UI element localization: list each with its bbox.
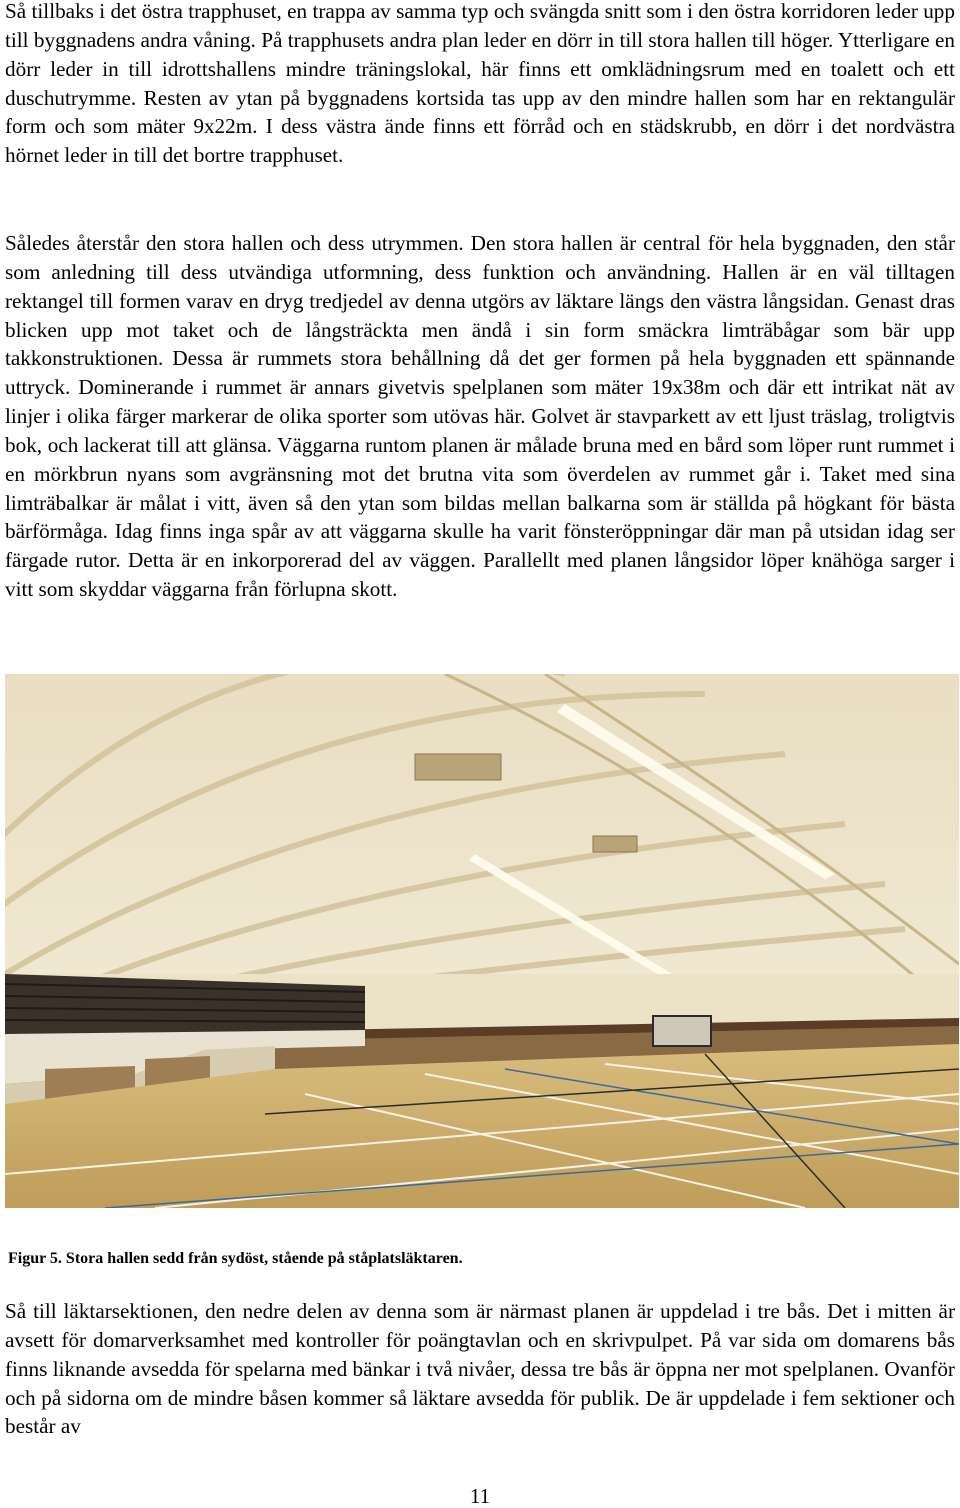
paragraph-stairwell: Så tillbaks i det östra trapphuset, en trappa av samma typ och svängda snitt som i den östra korridoren leder upp till byggnadens andra våning. På trapphusets andra plan leder en dörr in till stora hallen till höger. Ytterligare en dörr leder in till idrottshallens mindre träningslokal, här finns ett omklädningsrum med en toalett och ett duschutrymme. Resten av ytan på byggnadens kortsida tas upp av den mindre hallen som har en rektangulär form och som mäter 9x22m. I dess västra ände finns ett förråd och en städskrubb, en dörr i det nordvästra hörnet leder in till det bortre trapphuset. [5, 0, 955, 168]
figure-caption: Figur 5. Stora hallen sedd från sydöst, stående på ståplatsläktaren. [8, 1250, 463, 1267]
paragraph-main-hall: Således återstår den stora hallen och dess utrymmen. Den stora hallen är central för hela byggnaden, den står som anledning till dess utvändiga utformning, dess funktion och användning. Hallen är en väl tilltagen rektangel till formen varav en dryg tredjedel av denna utgörs av läktare längs den västra långsidan. Genast dras blicken upp mot taket och de långsträckta men ändå i sin form smäckra limträbågar som bär upp takkonstruktionen. Dessa är rummets stora behållning då det ger formen på hela byggnaden ett spännande uttryck. Dominerande i rummet är annars givetvis spelplanen som mäter 19x38m och där ett intrikat nät av linjer i olika färger markerar de olika sporter som utövas här. Golvet är stavparkett av ett ljust träslag, troligtvis bok, och lackerat till att glänsa. Väggarna runtom planen är målade bruna med en bård som löper runt rummet i en mörkbrun nyans som avgränsning mot det brutna vita som överdelen av rummet går i. Taket med sina limträbalkar är målat i vitt, även så den ytan som bildas mellan balkarna som är ställda på högkant för bästa bärförmåga. Idag finns inga spår av att väggarna skulle ha varit fönsteröppningar där man på utsidan idag ser färgade rutor. Detta är en inkorporerad del av väggen. Parallellt med planen långsidor löper knähöga sarger i vitt som skyddar väggarna från förlupna skott. [5, 231, 955, 602]
paragraph-stands: Så till läktarsektionen, den nedre delen av denna som är närmast planen är uppdelad i tre bås. Det i mitten är avsett för domarverksamhet med kontroller för poängtavlan och en skrivpulpet. På var sida om domarens bås finns liknande avsedda för spelarna med bänkar i två nivåer, dessa tre bås är öppna ner mot spelplanen. Ovanför och på sidorna om de mindre båsen kommer så läktare avsedda för publik. De är uppdelade i fem sektioner och består av [5, 1299, 955, 1439]
handball-goal [653, 1016, 711, 1046]
figure-photo-main-hall [5, 674, 959, 1208]
page-number: 11 [469, 1484, 491, 1508]
sports-hall-illustration [5, 674, 959, 1208]
